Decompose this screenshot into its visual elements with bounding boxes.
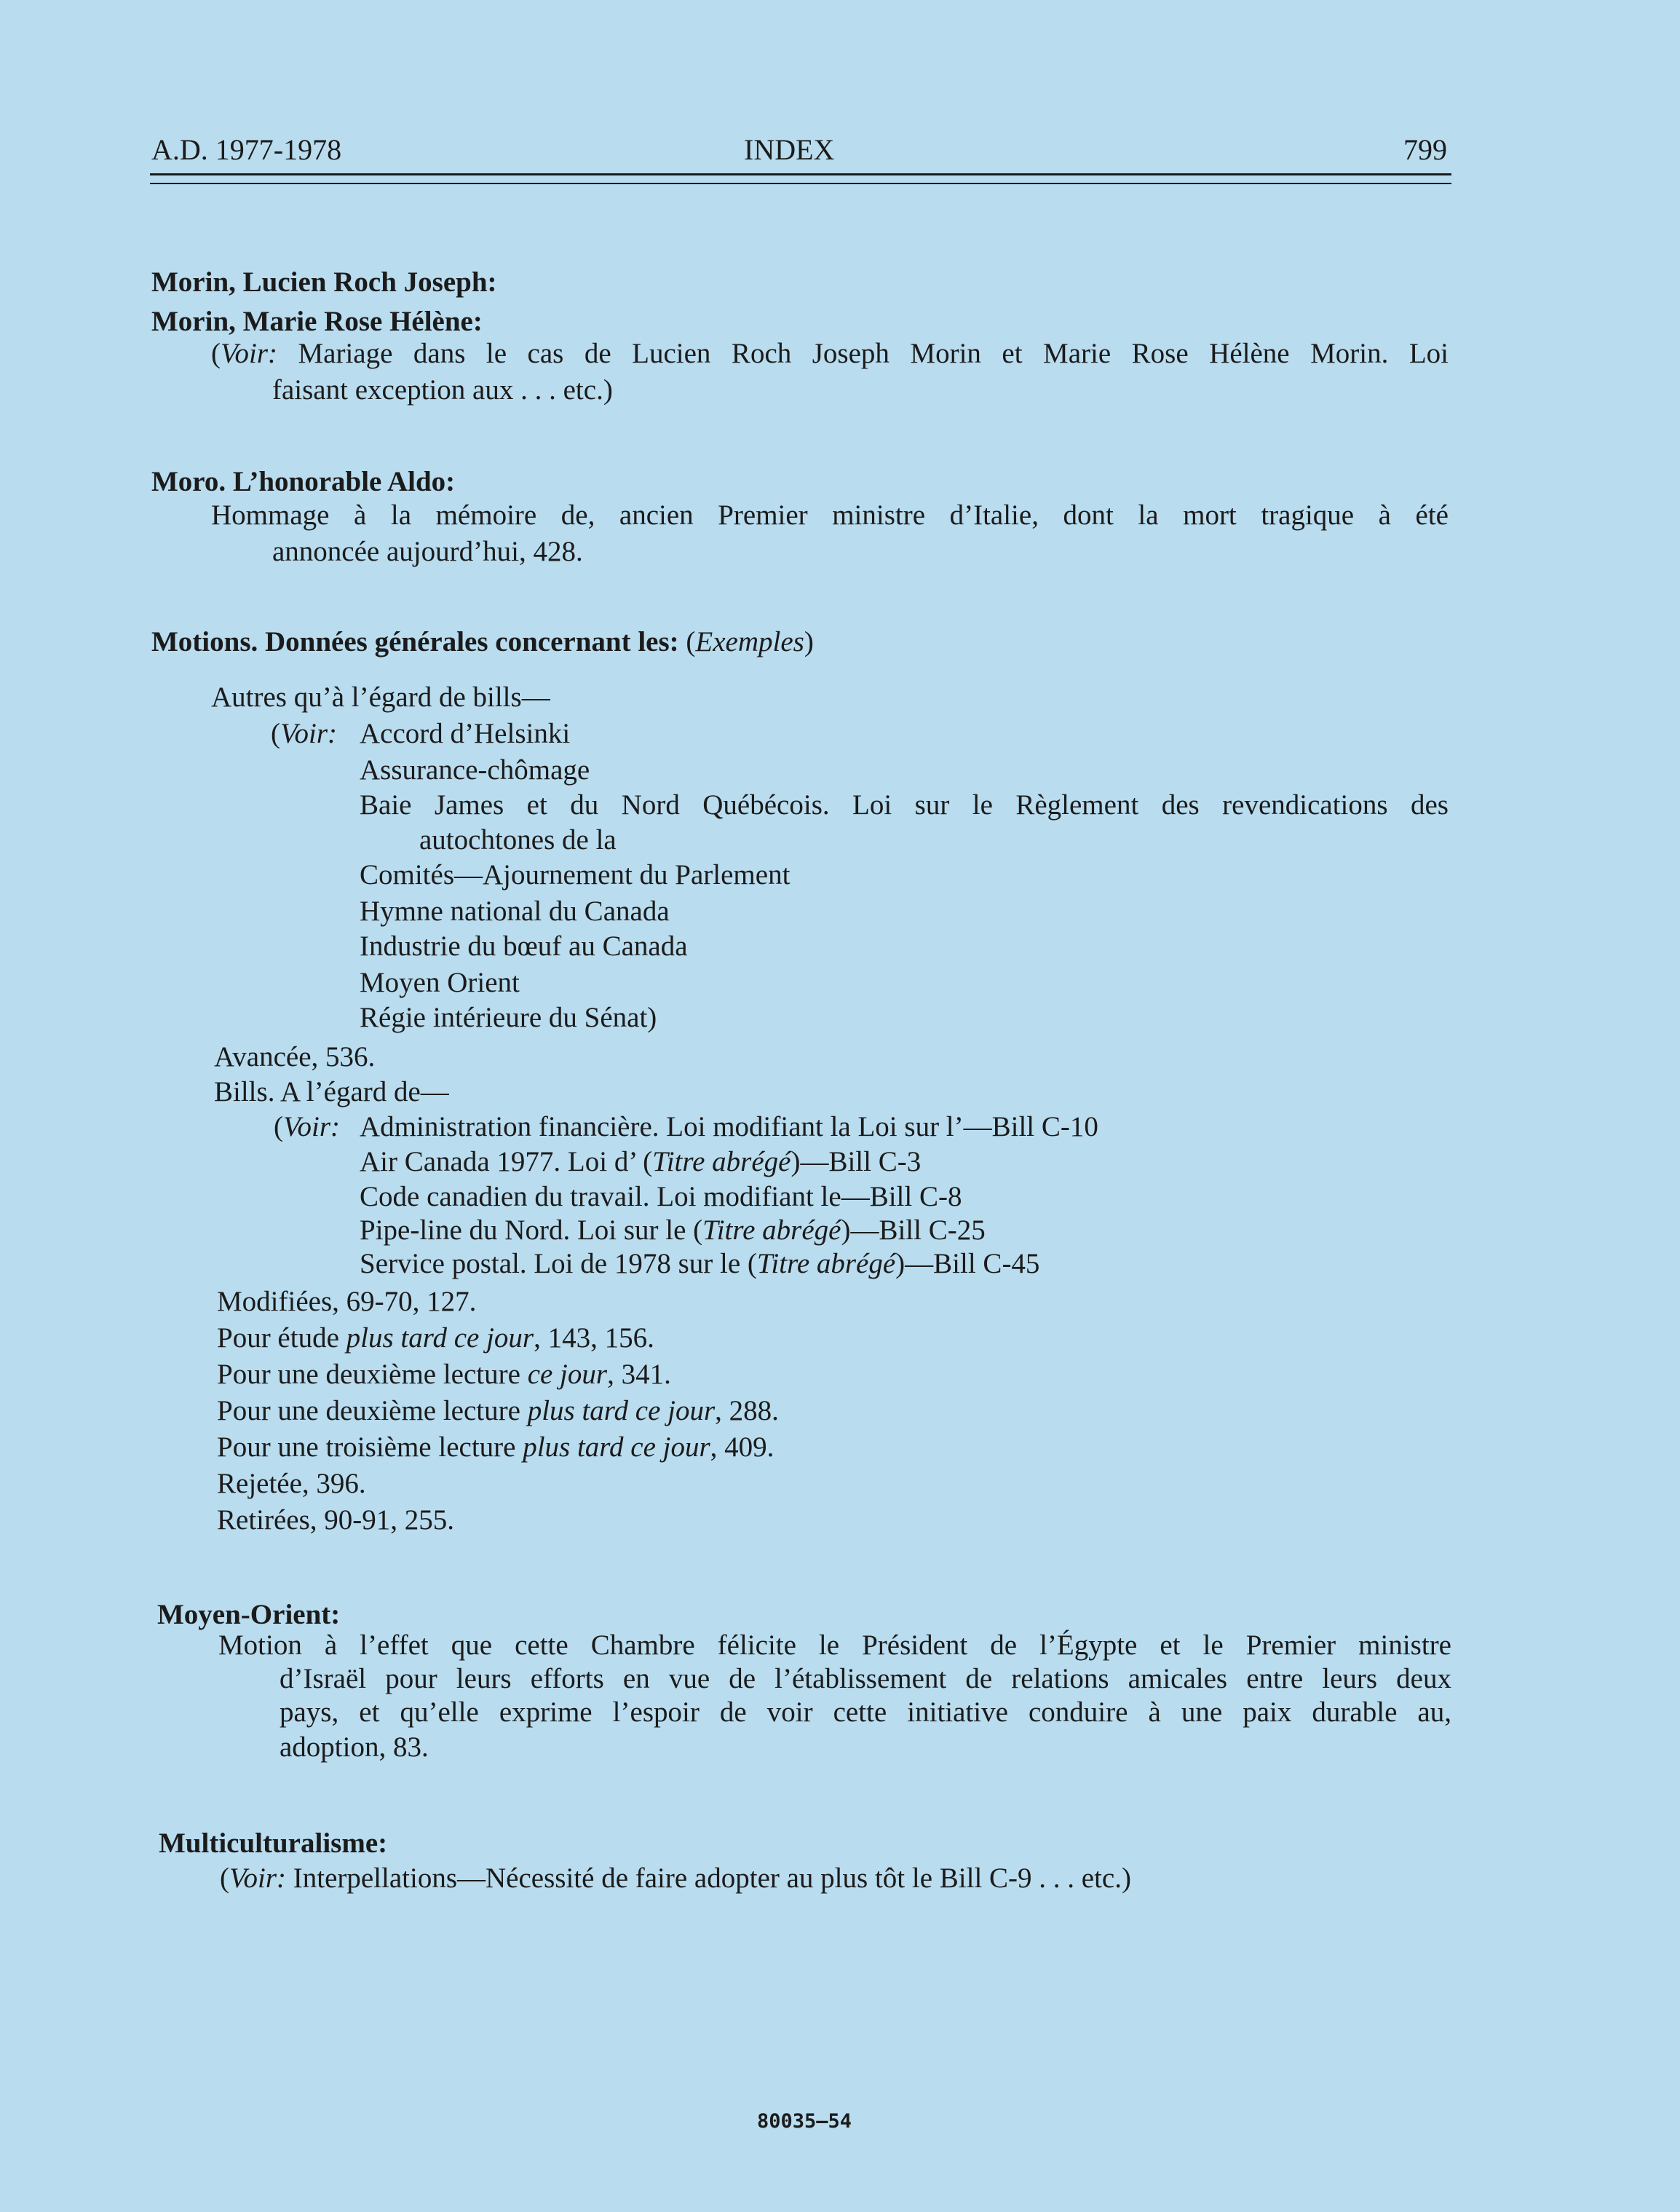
entry-heading-multiculturalisme: Multiculturalisme: [159, 1828, 388, 1859]
entry-heading-morin-lucien: Morin, Lucien Roch Joseph: [151, 266, 497, 298]
moyen-orient-line: d’Israël pour leurs efforts en vue de l’établissement de relations amicales entre leurs deux [280, 1663, 1451, 1694]
bill-ref: Code canadien du travail. Loi modifiant le—Bill C-8 [360, 1181, 962, 1212]
entry-heading-moyen-orient: Moyen-Orient: [157, 1599, 341, 1630]
voir-label: Voir: [280, 718, 337, 749]
voir-label: Voir: [221, 338, 277, 369]
voir-label: Voir: [283, 1111, 340, 1142]
printer-code: 80035—54 [757, 2110, 852, 2133]
motions-item: Rejetée, 396. [217, 1468, 366, 1499]
entry-heading-motions: Motions. Données générales concernant les: (Exemples) [151, 626, 814, 657]
autres-ref: Accord d’Helsinki [360, 718, 571, 749]
motions-autres-label: Autres qu’à l’égard de bills— [211, 682, 550, 713]
morin-crossref-line1: (Voir: Mariage dans le cas de Lucien Roch Joseph Morin et Marie Rose Hélène Morin. Loi [211, 338, 1449, 369]
autres-ref: Régie intérieure du Sénat) [360, 1002, 657, 1033]
running-head-title: INDEX [744, 133, 835, 166]
autres-ref: Comités—Ajournement du Parlement [360, 859, 791, 890]
moyen-orient-line: pays, et qu’elle exprime l’espoir de voir cette initiative conduire à une paix durable au, [280, 1696, 1451, 1728]
running-head-years: A.D. 1977-1978 [151, 133, 342, 166]
motions-item: Modifiées, 69-70, 127. [217, 1286, 477, 1317]
page-number: 799 [1403, 133, 1447, 166]
moro-subentry-line2: annoncée aujourd’hui, 428. [272, 536, 583, 567]
bill-ref: Air Canada 1977. Loi d’ (Titre abrégé)—Bill C-3 [360, 1146, 922, 1177]
motions-bills-label: Bills. A l’égard de— [214, 1076, 449, 1107]
motions-item: Pour étude plus tard ce jour, 143, 156. [217, 1322, 654, 1354]
autres-ref: Baie James et du Nord Québécois. Loi sur le Règlement des revendications des [360, 789, 1449, 821]
motions-item: Retirées, 90-91, 255. [217, 1504, 455, 1536]
entry-heading-morin-marie: Morin, Marie Rose Hélène: [151, 306, 483, 337]
bill-ref: Pipe-line du Nord. Loi sur le (Titre abrégé)—Bill C-25 [360, 1214, 986, 1246]
voir-label: Voir: [229, 1863, 286, 1894]
motions-item: Pour une troisième lecture plus tard ce jour, 409. [217, 1431, 774, 1463]
motions-item: Pour une deuxième lecture plus tard ce jour, 288. [217, 1395, 779, 1426]
autres-ref: autochtones de la [419, 824, 617, 856]
header-rule-top [150, 173, 1451, 175]
motions-avancee: Avancée, 536. [214, 1041, 376, 1073]
autres-ref: Assurance-chômage [360, 754, 590, 786]
bill-ref: Administration financière. Loi modifiant la Loi sur l’—Bill C-10 [360, 1111, 1098, 1142]
autres-ref: Hymne national du Canada [360, 896, 670, 927]
bill-ref: Service postal. Loi de 1978 sur le (Titre abrégé)—Bill C-45 [360, 1248, 1040, 1279]
motions-item: Pour une deuxième lecture ce jour, 341. [217, 1359, 671, 1390]
autres-ref: Moyen Orient [360, 967, 520, 998]
header-rule-bottom [150, 183, 1451, 184]
motions-bills-voir: (Voir: [274, 1111, 340, 1142]
moyen-orient-line: Motion à l’effet que cette Chambre félicite le Président de l’Égypte et le Premier ministre [218, 1630, 1451, 1661]
morin-crossref-line2: faisant exception aux . . . etc.) [272, 374, 613, 406]
autres-ref: Industrie du bœuf au Canada [360, 931, 688, 962]
multiculturalisme-crossref: (Voir: Interpellations—Nécessité de faire adopter au plus tôt le Bill C-9 . . . etc.) [220, 1863, 1131, 1894]
motions-autres-voir: (Voir: [271, 718, 337, 749]
moro-subentry-line1: Hommage à la mémoire de, ancien Premier ministre d’Italie, dont la mort tragique à été [211, 499, 1449, 531]
moyen-orient-line: adoption, 83. [280, 1731, 429, 1763]
entry-heading-moro: Moro. L’honorable Aldo: [151, 466, 456, 497]
